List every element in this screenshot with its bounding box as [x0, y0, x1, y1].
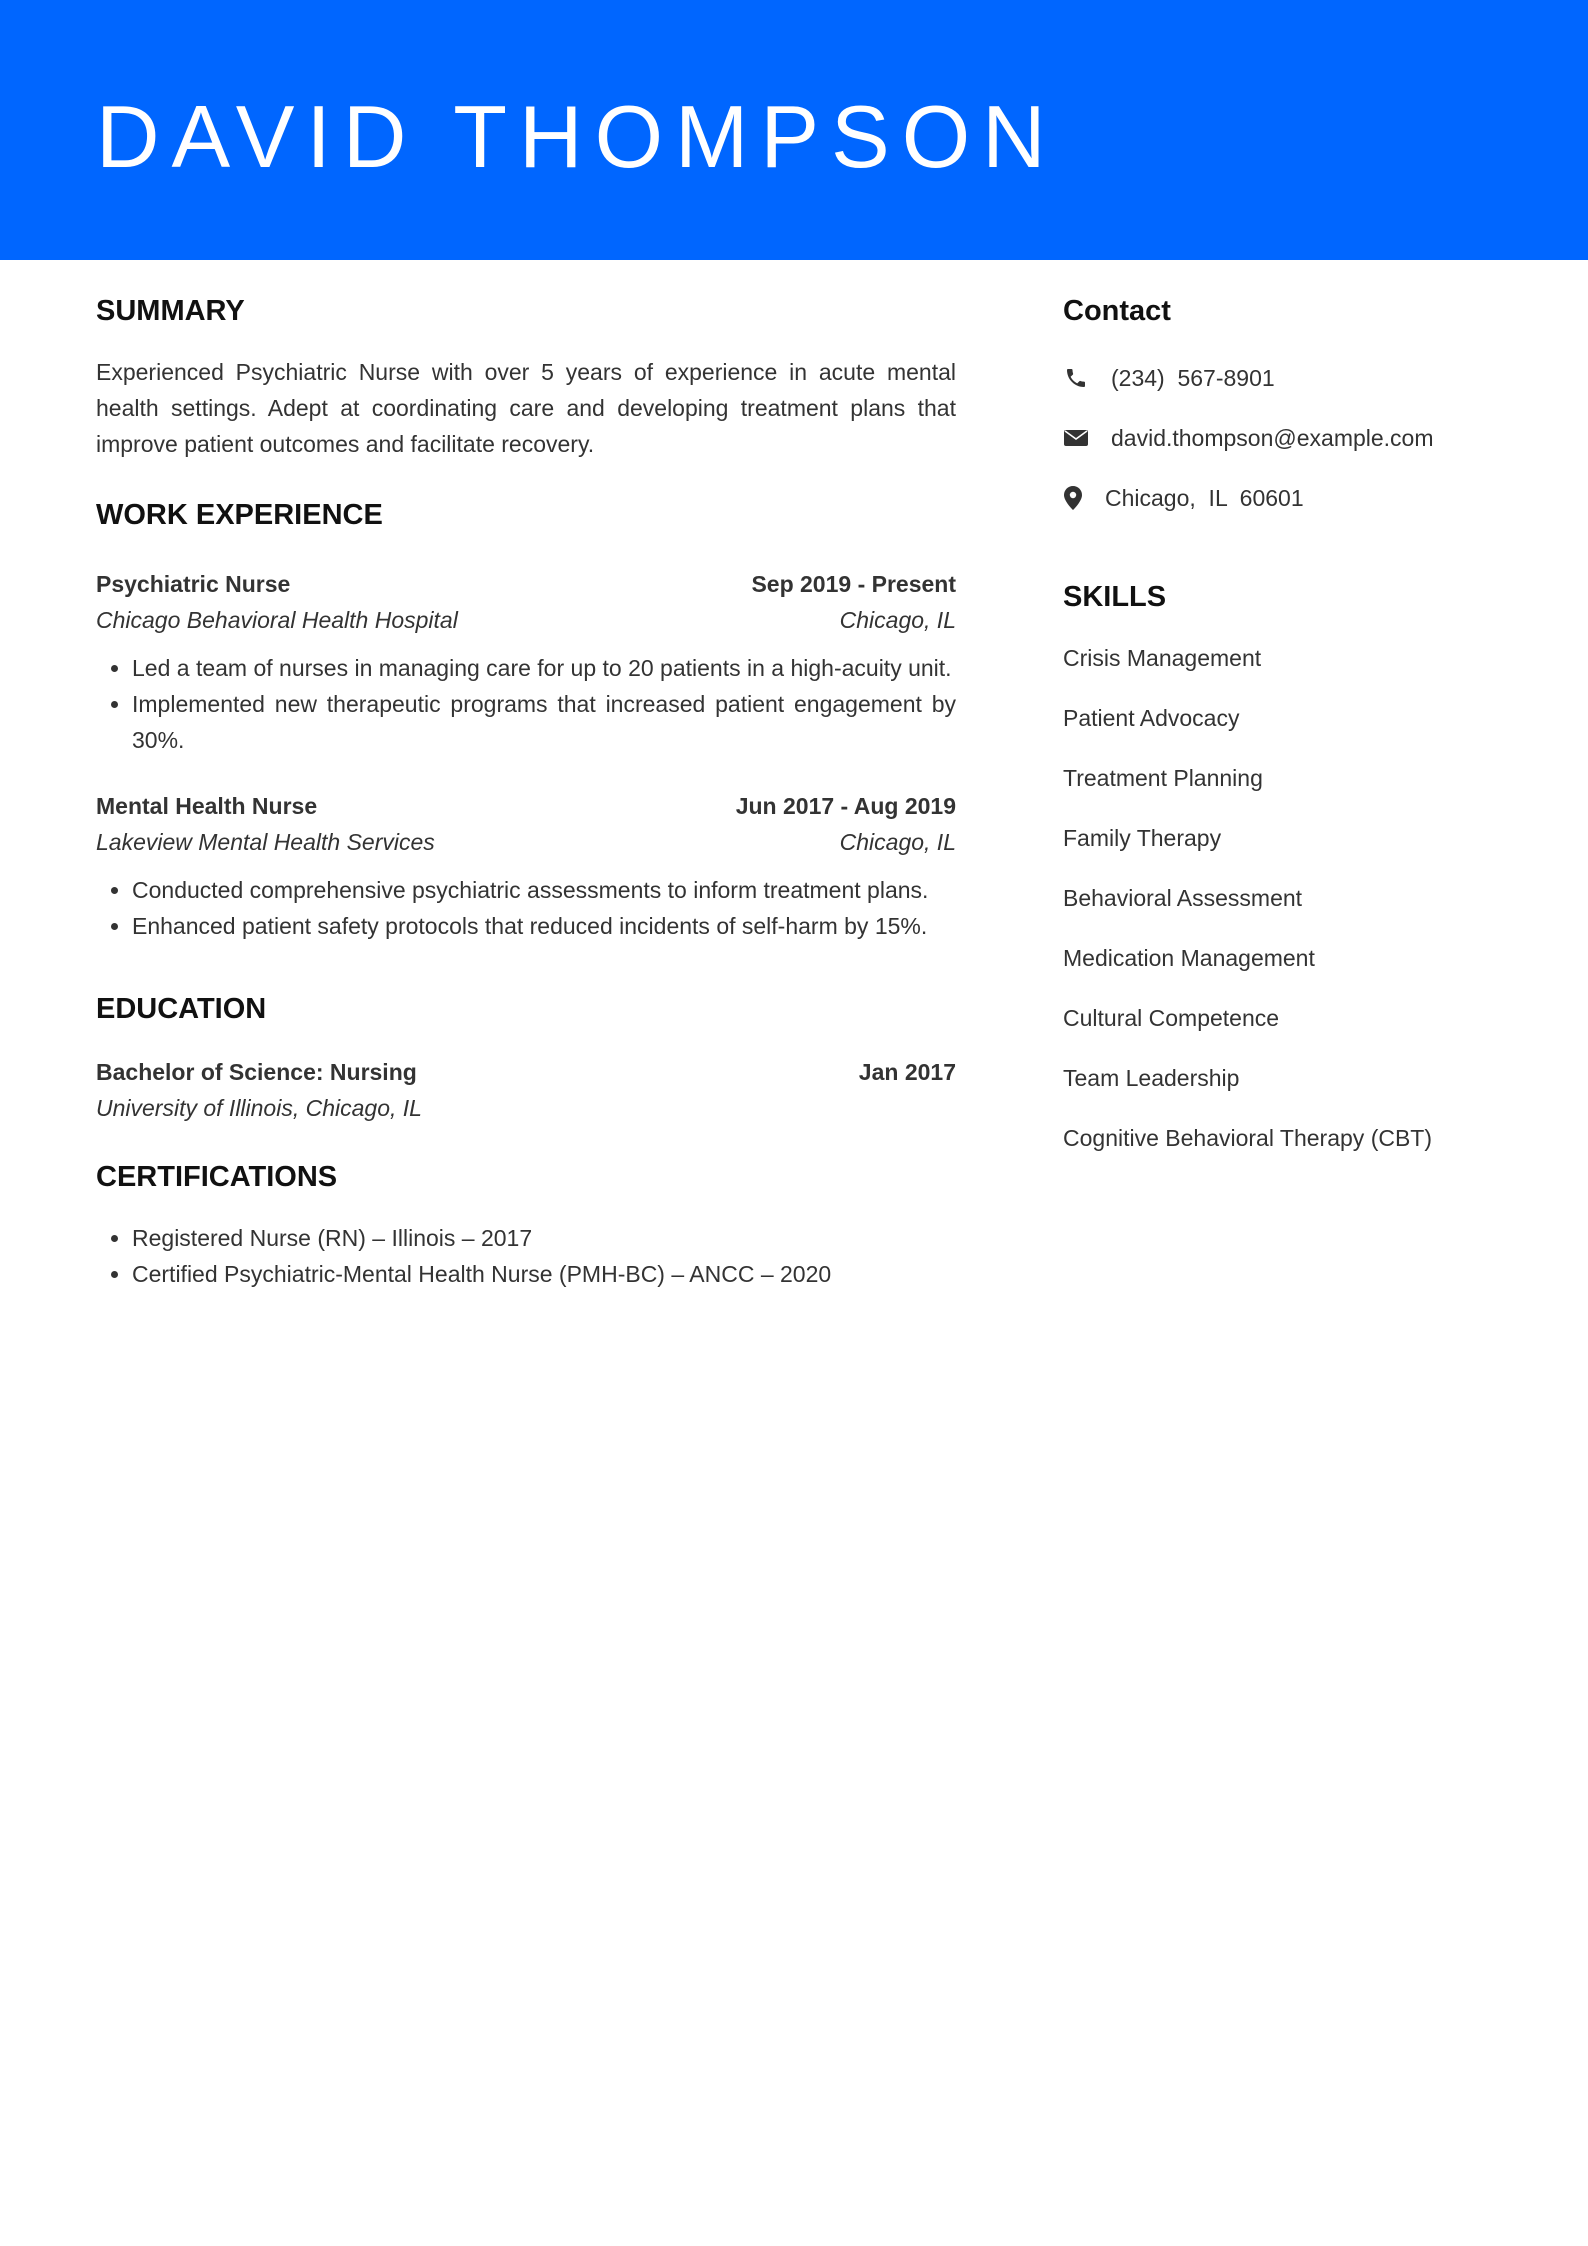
certifications-list: [96, 1220, 956, 1292]
job-bullets: [96, 872, 956, 944]
work-experience-heading: WORK EXPERIENCE: [96, 499, 383, 531]
job-location: Chicago, IL: [839, 607, 956, 633]
certification-item: • Certified Psychiatric-Mental Health Nurse (PMH-BC) – ANCC – 2020: [132, 1256, 956, 1292]
job-employer: Lakeview Mental Health Services: [96, 829, 435, 855]
summary-section: [96, 290, 956, 462]
skill-item: Medication Management: [1063, 945, 1315, 971]
summary-text: Experienced Psychiatric Nurse with over 5 years of experience in acute mental health settings. Adept at coordinating care and developing treatment plans that improve patient outcomes and facilitate recovery.: [96, 359, 956, 457]
contact-heading: Contact: [1063, 295, 1171, 327]
job-entry: [96, 788, 956, 944]
map-pin-icon: [1063, 485, 1083, 511]
school: University of Illinois, Chicago, IL: [96, 1095, 422, 1121]
email-address: david.thompson@example.com: [1111, 424, 1434, 451]
contact-email: [1063, 420, 1523, 456]
job-entry: [96, 566, 956, 758]
job-dates: Jun 2017 - Aug 2019: [735, 793, 956, 819]
phone-icon: [1063, 365, 1089, 391]
job-bullet: • Implemented new therapeutic programs that increased patient engagement by 30%.: [132, 686, 956, 758]
skill-item: Family Therapy: [1063, 825, 1222, 851]
job-bullet: • Conducted comprehensive psychiatric assessments to inform treatment plans.: [132, 872, 956, 908]
education-heading: EDUCATION: [96, 993, 267, 1025]
contact-list: [1063, 360, 1523, 516]
main-column: [96, 290, 956, 1292]
contact-phone: [1063, 360, 1523, 396]
education-section: [96, 988, 956, 1126]
candidate-name: DAVID THOMPSON: [96, 87, 1058, 186]
skills-list: [1063, 640, 1523, 1156]
graduation-date: Jan 2017: [858, 1059, 956, 1085]
skill-item: Cultural Competence: [1063, 1005, 1280, 1031]
skill-item: Cognitive Behavioral Therapy (CBT): [1063, 1125, 1433, 1151]
sidebar-column: [1063, 290, 1523, 1180]
certification-item: • Registered Nurse (RN) – Illinois – 2017: [132, 1220, 956, 1256]
skill-item: Behavioral Assessment: [1063, 885, 1303, 911]
header-banner: [0, 0, 1588, 260]
job-location: Chicago, IL: [839, 829, 956, 855]
job-dates: Sep 2019 - Present: [751, 571, 956, 597]
degree: Bachelor of Science: Nursing: [96, 1059, 417, 1085]
location-text: Chicago, IL 60601: [1105, 484, 1304, 511]
job-employer: Chicago Behavioral Health Hospital: [96, 607, 458, 633]
skill-item: Treatment Planning: [1063, 765, 1263, 791]
job-title: Psychiatric Nurse: [96, 571, 291, 597]
skill-item: Patient Advocacy: [1063, 705, 1240, 731]
skills-heading: SKILLS: [1063, 581, 1167, 613]
work-experience-section: [96, 494, 956, 944]
job-bullet: • Led a team of nurses in managing care for up to 20 patients in a high-acuity unit.: [132, 650, 956, 686]
job-bullets: [96, 650, 956, 758]
certifications-heading: CERTIFICATIONS: [96, 1161, 338, 1193]
job-title: Mental Health Nurse: [96, 793, 318, 819]
summary-heading: SUMMARY: [96, 295, 245, 327]
envelope-icon: [1063, 425, 1089, 451]
phone-number: (234) 567-8901: [1111, 364, 1275, 391]
skill-item: Crisis Management: [1063, 645, 1262, 671]
skill-item: Team Leadership: [1063, 1065, 1240, 1091]
certifications-section: [96, 1156, 956, 1292]
job-bullet: • Enhanced patient safety protocols that reduced incidents of self-harm by 15%.: [132, 908, 956, 944]
contact-location: [1063, 480, 1523, 516]
education-entry: [96, 1054, 956, 1126]
